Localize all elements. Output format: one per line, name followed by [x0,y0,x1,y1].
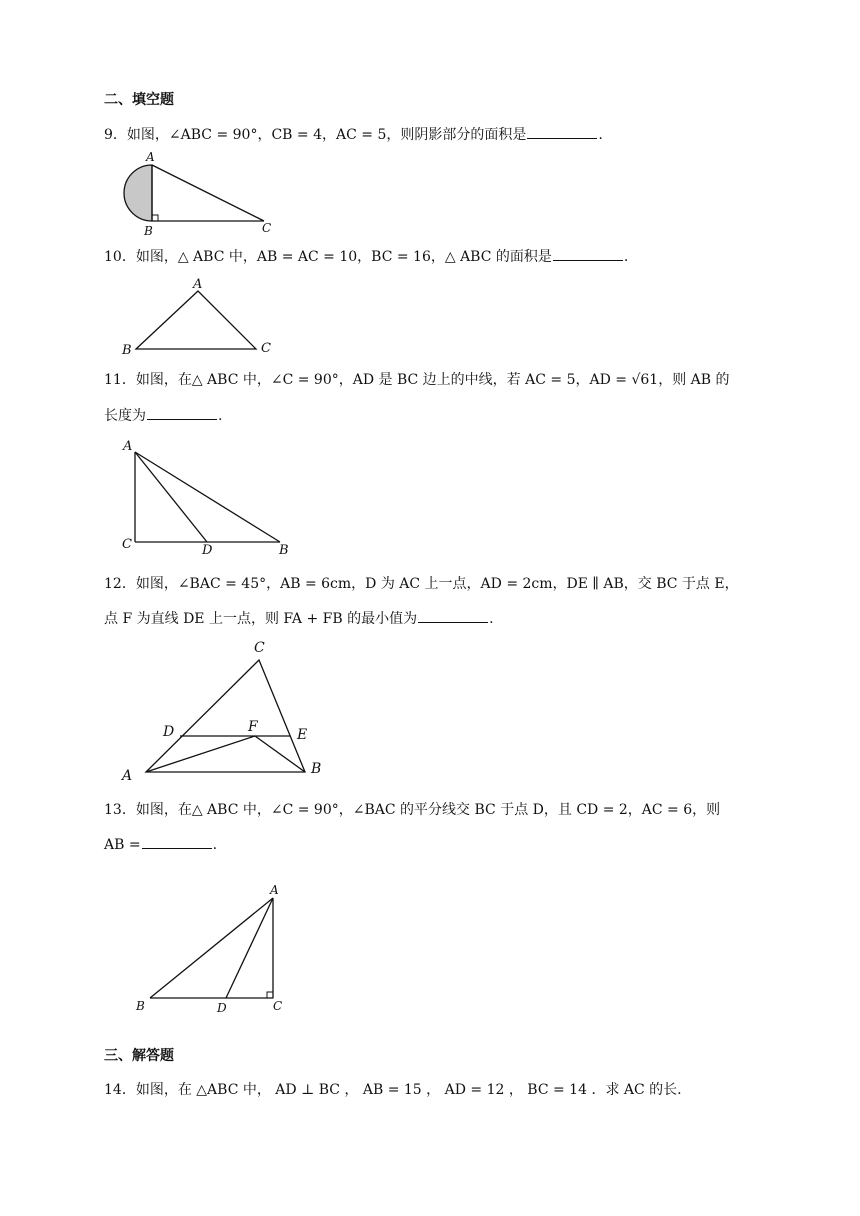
label-b: B [279,543,289,558]
label-b: B [144,224,153,238]
label-a: A [270,883,279,897]
question-14-text: 14．如图，在 △ABC 中， AD ⊥ BC ， AB = 15 ， AD = 12 ， BC = 14 ．求 AC 的长. [104,1082,682,1098]
segment-ab [150,898,273,998]
label-c: C [273,999,283,1013]
question-12-line-2: 点 F 为直线 DE 上一点，则 FA + FB 的最小值为 . [104,608,494,629]
label-d: D [163,724,175,740]
segment-ac [152,165,264,221]
label-a: A [123,439,133,454]
label-a: A [146,150,155,164]
figure-q9 [118,150,278,240]
label-d: D [217,1001,227,1015]
label-c: C [122,537,132,552]
question-10: 10．如图，△ ABC 中，AB = AC = 10，BC = 16，△ ABC 的面积是 . [104,246,628,267]
question-11-line-2: 长度为 . [104,405,222,426]
label-d: D [202,543,213,558]
question-13-line-2: AB = . [104,834,217,855]
label-a: A [122,768,133,784]
right-angle-mark [152,215,158,221]
answer-blank-9[interactable] [527,124,597,139]
label-f: F [248,719,258,735]
label-c: C [254,640,265,656]
label-b: B [311,761,322,777]
figure-q12 [118,632,333,782]
label-e: E [297,727,308,743]
figure-q13 [130,874,300,1024]
section-heading-solve: 三、解答题 [104,1048,174,1064]
section-heading-fill-blank: 二、填空题 [104,92,174,108]
question-13-line-1: 13．如图，在△ ABC 中，∠C = 90°，∠BAC 的平分线交 BC 于点 D，且 CD = 2，AC = 6，则 [104,802,721,818]
answer-blank-10[interactable] [553,246,623,261]
label-b: B [122,343,132,358]
answer-blank-12[interactable] [418,608,488,623]
label-c: C [262,221,272,235]
question-9-text: 9．如图，∠ABC = 90°，CB = 4，AC = 5，则阴影部分的面积是 [104,127,527,143]
segment-fa [146,736,255,772]
answer-blank-13[interactable] [142,834,212,849]
shaded-semicircle [124,165,152,221]
label-b: B [136,999,145,1013]
question-11-line-1: 11．如图，在△ ABC 中，∠C = 90°，AD 是 BC 边上的中线，若 AC = 5，AD = √61，则 AB 的 [104,372,730,388]
figure-q10 [118,274,288,364]
median-ad [135,452,207,542]
label-c: C [261,341,271,356]
label-a: A [193,277,203,292]
triangle-abc [136,291,256,349]
question-9: 9．如图，∠ABC = 90°，CB = 4，AC = 5，则阴影部分的面积是 . [104,124,603,145]
question-10-text: 10．如图，△ ABC 中，AB = AC = 10，BC = 16，△ ABC 的面积是 [104,249,552,265]
figure-q11 [118,436,298,561]
answer-blank-11[interactable] [147,405,217,420]
right-angle-mark [267,992,273,998]
bisector-ad [226,898,273,998]
question-12-line-1: 12．如图，∠BAC = 45°，AB = 6cm，D 为 AC 上一点，AD = 2cm，DE ∥ AB，交 BC 于点 E， [104,576,739,592]
segment-ab [135,452,280,542]
